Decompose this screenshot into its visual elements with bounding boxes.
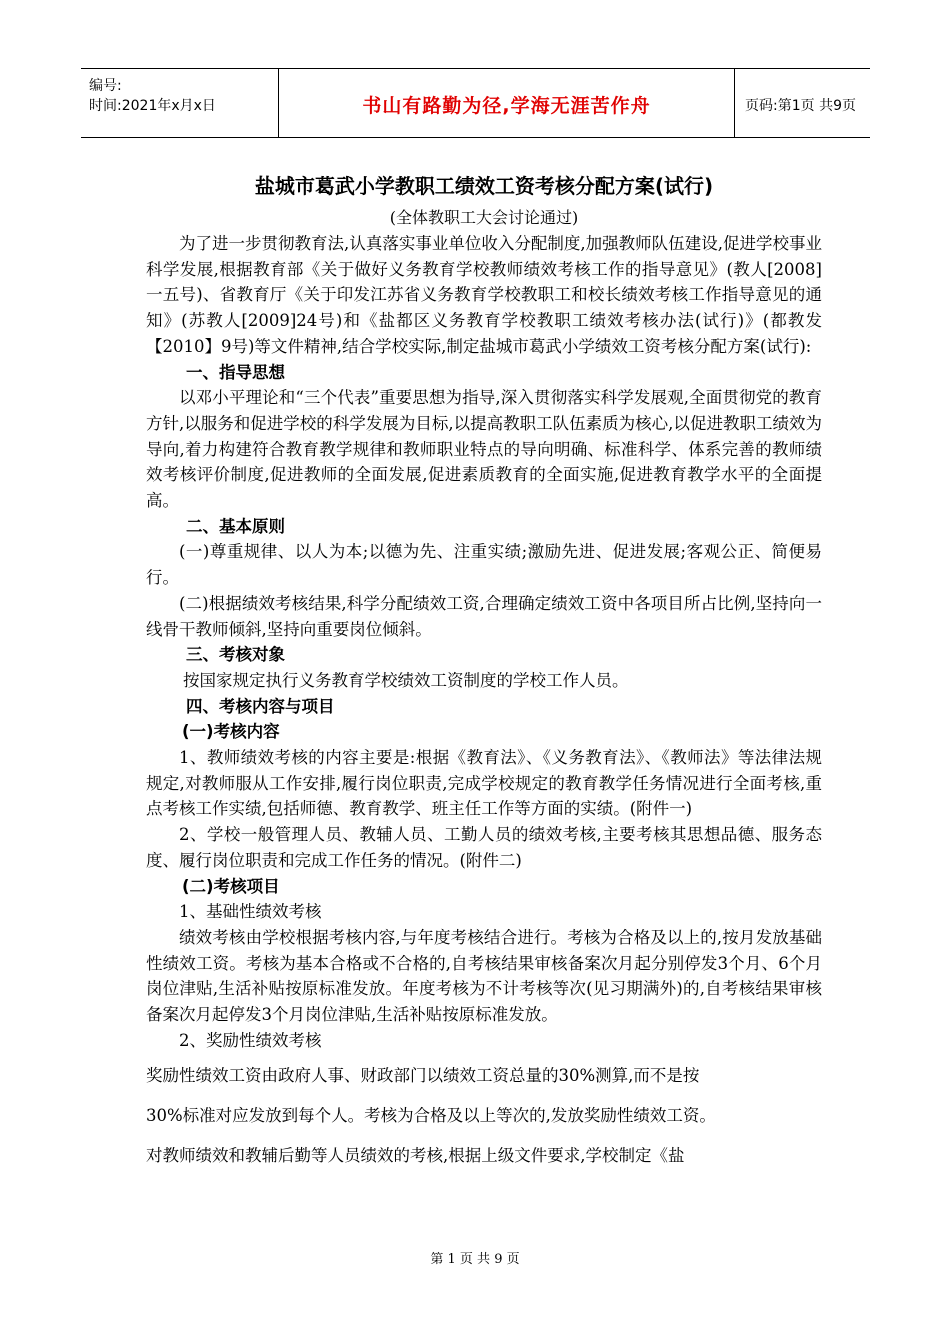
document-body bbox=[146, 168, 822, 1176]
document-date: 时间:2021年x月x日 bbox=[89, 98, 216, 114]
page-header-table bbox=[81, 68, 870, 138]
page-footer: 第 1 页 共 9 页 bbox=[430, 1252, 520, 1267]
header-page-cell bbox=[734, 69, 870, 137]
section-2-paragraph-2: (二)根据绩效考核结果,科学分配绩效工资,合理确定绩效工资中各项目所占比例,坚持向一线骨干教师倾斜,坚持向重要岗位倾斜。 bbox=[146, 593, 822, 639]
header-page-info: 页码:第1页 共9页 bbox=[745, 98, 856, 114]
subsection-1-paragraph-2: 2、学校一般管理人员、教辅人员、工勤人员的绩效考核,主要考核其思想品德、服务态度、履行岗位职责和完成工作任务的情况。(附件二) bbox=[146, 825, 822, 870]
document-subtitle: (全体教职工大会讨论通过) bbox=[389, 208, 579, 227]
document-number-label: 编号: bbox=[89, 78, 122, 94]
intro-paragraph: 为了进一步贯彻教育法,认真落实事业单位收入分配制度,加强教师队伍建设,促进学校事业科学发展,根据教育部《关于做好义务教育学校教师绩效考核工作的指导意见》(教人[2008]一五号)、省教育厅《关于印发江苏省义务教育学校教职工和校长绩效考核工作指导意见的通知》(苏教人[2009]24号)和《盐都区义务教育学校教职工绩效考核办法(试行)》(都教发【2010】9号)等文件精神,结合学校实际,制定盐城市葛武小学绩效工资考核分配方案(试行): bbox=[146, 234, 822, 356]
item-2-line-1: 奖励性绩效工资由政府人事、财政部门以绩效工资总量的30%测算,而不是按 bbox=[146, 1065, 700, 1085]
subsection-1-paragraph-1: 1、教师绩效考核的内容主要是:根据《教育法》、《义务教育法》、《教师法》等法律法规规定,对教师服从工作安排,履行岗位职责,完成学校规定的教育教学任务情况进行全面考核,重点考核工作实绩,包括师德、教育教学、班主任工作等方面的实绩。(附件一) bbox=[146, 748, 822, 819]
subsection-1-heading: (一)考核内容 bbox=[182, 722, 280, 742]
item-2-line-3: 对教师绩效和教辅后勤等人员绩效的考核,根据上级文件要求,学校制定《盐 bbox=[146, 1145, 685, 1165]
header-meta-cell bbox=[81, 69, 277, 137]
section-2-paragraph-1: (一)尊重规律、以人为本;以德为先、注重实绩;激励先进、促进发展;客观公正、简便易行。 bbox=[146, 542, 822, 588]
subsection-2-heading: (二)考核项目 bbox=[182, 876, 280, 896]
item-1-heading: 1、基础性绩效考核 bbox=[179, 902, 322, 922]
section-1-body: 以邓小平理论和“三个代表”重要思想为指导,深入贯彻落实科学发展观,全面贯彻党的教育方针,以服务和促进学校的科学发展为目标,以提高教职工队伍素质为核心,以促进教职工绩效为导向,着力构建符合教育教学规律和教师职业特点的导向明确、标准科学、体系完善的教师绩效考核评价制度,促进教师的全面发展,促进素质教育的全面实施,促进教育教学水平的全面提高。 bbox=[146, 388, 822, 511]
section-2-heading: 二、基本原则 bbox=[186, 516, 285, 536]
item-1-body: 绩效考核由学校根据考核内容,与年度考核结合进行。考核为合格及以上的,按月发放基础性绩效工资。考核为基本合格或不合格的,自考核结果审核备案次月起分别停发3个月、6个月岗位津贴,生活补贴按原标准发放。年度考核为不计考核等次(见习期满外)的,自考核结果审核备案次月起停发3个月岗位津贴,生活补贴按原标准发放。 bbox=[146, 927, 822, 1025]
item-2-line-2: 30%标准对应发放到每个人。考核为合格及以上等次的,发放奖励性绩效工资。 bbox=[146, 1105, 716, 1125]
section-4-heading: 四、考核内容与项目 bbox=[186, 696, 335, 716]
section-3-heading: 三、考核对象 bbox=[186, 645, 285, 665]
document-title: 盐城市葛武小学教职工绩效工资考核分配方案(试行) bbox=[254, 174, 714, 198]
item-2-heading: 2、奖励性绩效考核 bbox=[179, 1030, 322, 1050]
section-1-heading: 一、指导思想 bbox=[186, 362, 285, 382]
header-motto: 书山有路勤为径,学海无涯苦作舟 bbox=[362, 95, 651, 117]
section-3-body: 按国家规定执行义务教育学校绩效工资制度的学校工作人员。 bbox=[183, 670, 629, 690]
header-motto-cell bbox=[278, 69, 735, 137]
